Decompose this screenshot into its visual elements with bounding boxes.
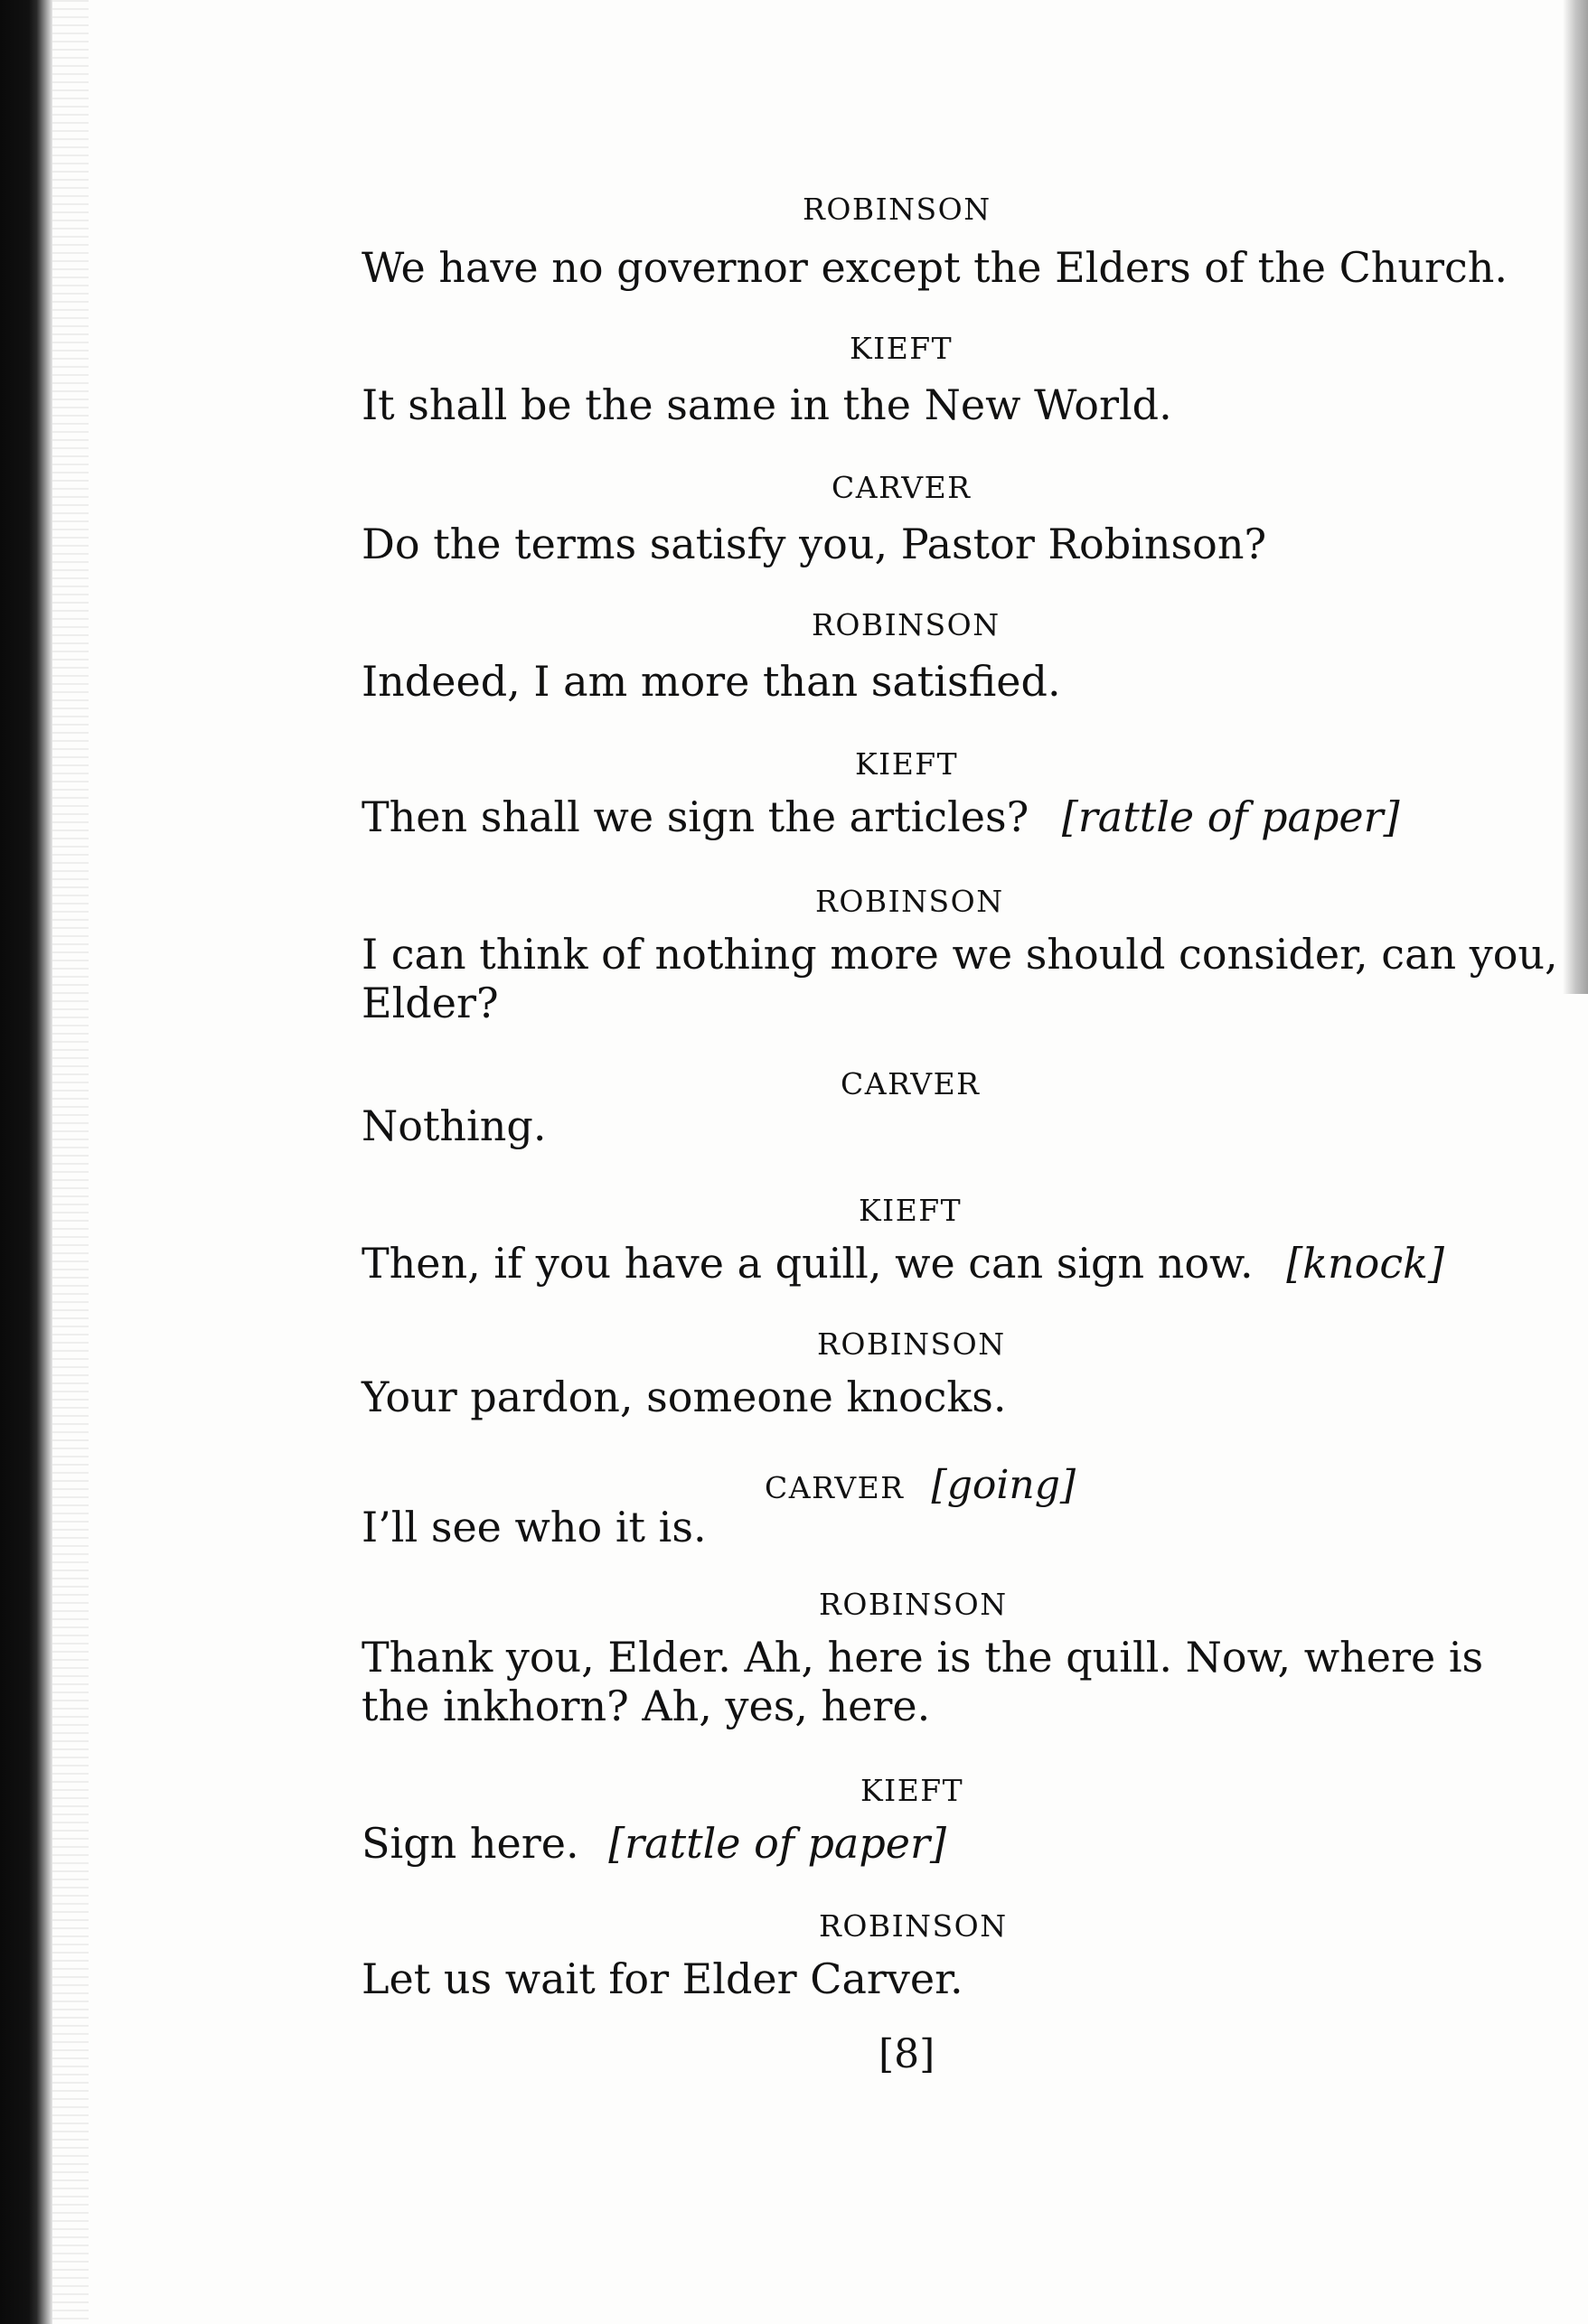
stage-direction: [knock] xyxy=(1286,1239,1444,1288)
scan-binding-edge xyxy=(0,0,52,2324)
speaker-name: KIEFT xyxy=(860,1773,964,1808)
speaker-name: ROBINSON xyxy=(803,192,991,227)
dialogue-line: the inkhorn? Ah, yes, here. xyxy=(362,1682,931,1730)
script-text xyxy=(362,0,1558,2324)
speaker-name: KIEFT xyxy=(855,746,959,782)
speaker-name: KIEFT xyxy=(850,331,954,366)
speaker-label: CARVER xyxy=(765,1470,905,1505)
speaker-name: ROBINSON xyxy=(819,1908,1008,1944)
speaker-name: ROBINSON xyxy=(812,607,1001,642)
page-number: [8] xyxy=(879,2031,935,2077)
dialogue-text: Then shall we sign the articles? xyxy=(362,792,1029,841)
speaker-name xyxy=(765,1462,1076,1508)
dialogue-line: I can think of nothing more we should consider, can you, xyxy=(362,930,1558,979)
dialogue-line: Let us wait for Elder Carver. xyxy=(362,1954,963,2003)
speaker-name: ROBINSON xyxy=(819,1587,1008,1622)
stage-direction: [going] xyxy=(931,1462,1076,1508)
speaker-name: CARVER xyxy=(832,470,972,505)
dialogue-line: Do the terms satisfy you, Pastor Robinson? xyxy=(362,520,1267,568)
dialogue-text: Sign here. xyxy=(362,1819,579,1868)
dialogue-line xyxy=(362,792,1400,842)
stage-direction: [rattle of paper] xyxy=(1061,792,1400,841)
dialogue-line: Your pardon, someone knocks. xyxy=(362,1373,1007,1421)
dialogue-text: Then, if you have a quill, we can sign now. xyxy=(362,1239,1254,1288)
dialogue-line xyxy=(362,1818,946,1869)
speaker-name: ROBINSON xyxy=(817,1326,1006,1362)
stage-direction: [rattle of paper] xyxy=(608,1819,946,1868)
speaker-name: ROBINSON xyxy=(815,884,1004,919)
dialogue-line xyxy=(362,1238,1444,1289)
speaker-name: CARVER xyxy=(841,1066,981,1101)
scan-right-edge xyxy=(1563,0,1588,994)
dialogue-line: Indeed, I am more than satisfied. xyxy=(362,657,1061,706)
dialogue-line: I’ll see who it is. xyxy=(362,1503,707,1551)
dialogue-line: Thank you, Elder. Ah, here is the quill. Now, where is xyxy=(362,1633,1484,1682)
scan-edge-noise xyxy=(52,0,89,2324)
dialogue-line: Nothing. xyxy=(362,1101,547,1150)
dialogue-line: We have no governor except the Elders of the Church. xyxy=(362,243,1508,292)
dialogue-line: It shall be the same in the New World. xyxy=(362,380,1172,429)
speaker-name: KIEFT xyxy=(859,1193,963,1228)
dialogue-line: Elder? xyxy=(362,979,499,1027)
